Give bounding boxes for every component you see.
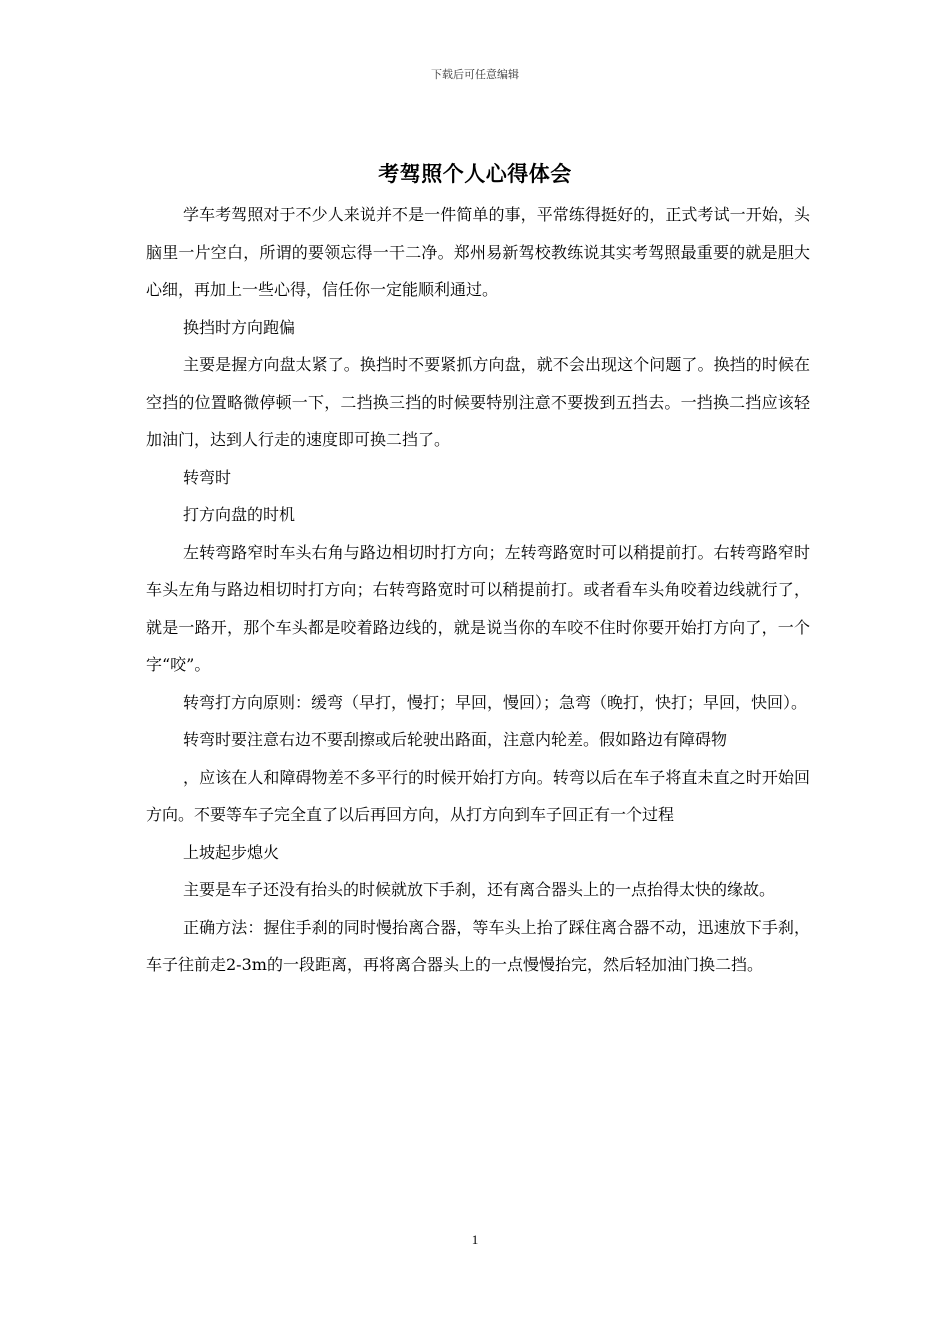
heading-hill-start: 上坡起步熄火: [183, 842, 280, 862]
page-header: 下载后可任意编辑: [431, 68, 519, 81]
paragraph-hill-start-cause: 主要是车子还没有抬头的时候就放下手刹，还有离合器头上的一点抬得太快的缘故。: [183, 880, 776, 899]
heading-turning: 转弯时: [183, 467, 232, 487]
paragraph-turn-caution: 转弯时要注意右边不要刮擦或后轮驶出路面，注意内轮差。假如路边有障碍物: [183, 730, 728, 749]
paragraph-steering-timing: 左转弯路窄时车头右角与路边相切时打方向；左转弯路宽时可以稍提前打。右转弯路窄时车头左角与路边相切时打方向；右转弯路宽时可以稍提前打。或者看车头角咬着边线就行了，就是一路开，那个车头都是咬着路边线的，就是说当你的车咬不住时你要开始打方向了，一个字“咬”。: [146, 542, 810, 674]
paragraph-gear-shift: 主要是握方向盘太紧了。换挡时不要紧抓方向盘，就不会出现这个问题了。换挡的时候在空挡的位置略微停顿一下，二挡换三挡的时候要特别注意不要拨到五挡去。一挡换二挡应该轻加油门，达到人行走的速度即可换二挡了。: [146, 355, 810, 449]
document-title: 考驾照个人心得体会: [378, 161, 572, 186]
paragraph-intro: 学车考驾照对于不少人来说并不是一件简单的事，平常练得挺好的，正式考试一开始，头脑里一片空白，所谓的要领忘得一干二净。郑州易新驾校教练说其实考驾照最重要的就是胆大心细，再加上一些心得，信任你一定能顺利通过。: [146, 205, 810, 299]
document-body: [146, 196, 810, 984]
heading-steering-timing: 打方向盘的时机: [183, 505, 296, 524]
paragraph-hill-start-method: 正确方法：握住手刹的同时慢抬离合器，等车头上抬了踩住离合器不动，迅速放下手刹，车子往前走2-3m的一段距离，再将离合器头上的一点慢慢抬完，然后轻加油门换二挡。: [146, 917, 810, 974]
heading-gear-shift: 换挡时方向跑偏: [183, 317, 296, 337]
page-number: 1: [471, 1232, 479, 1247]
paragraph-turn-obstacle: ，应该在人和障碍物差不多平行的时候开始打方向。转弯以后在车子将直未直之时开始回方向。不要等车子完全直了以后再回方向，从打方向到车子回正有一个过程: [146, 767, 810, 824]
paragraph-steering-principle: 转弯打方向原则：缓弯（早打，慢打；早回，慢回）；急弯（晚打，快打；早回，快回）。: [183, 692, 808, 712]
